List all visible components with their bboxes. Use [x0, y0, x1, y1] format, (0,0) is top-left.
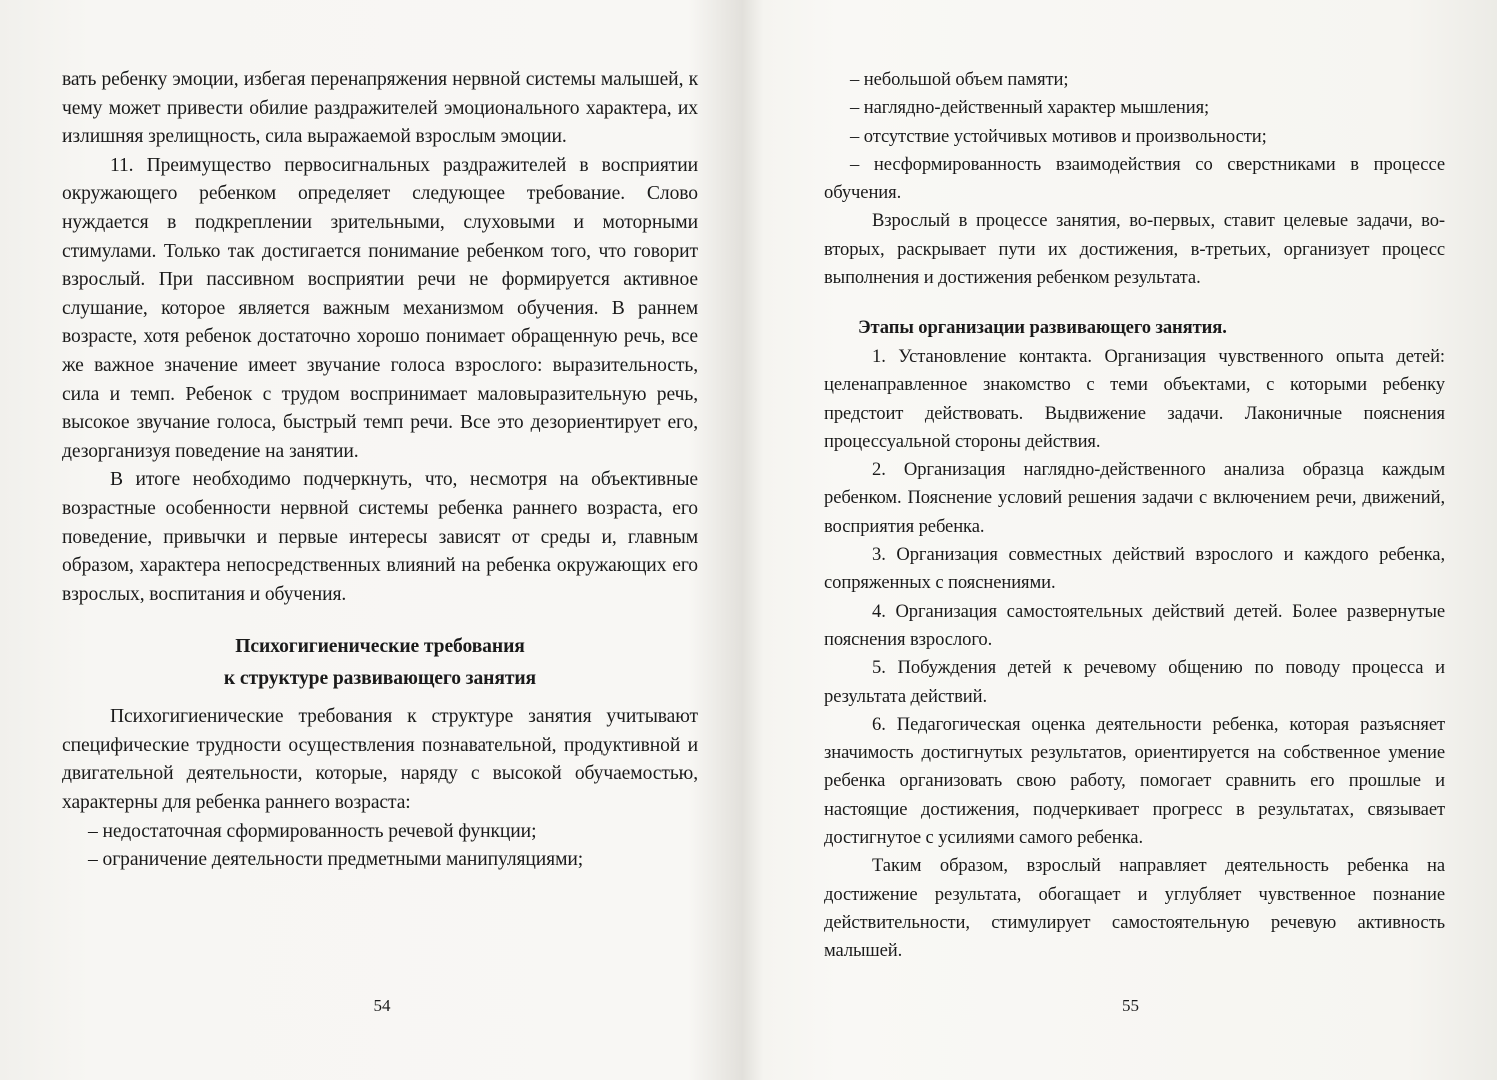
list-item: – отсутствие устойчивых мотивов и произвольности; — [850, 125, 1267, 147]
section-heading-line-2: к структуре развивающего занятия — [223, 668, 537, 690]
list-item: – наглядно-действенный характер мышления; — [850, 97, 1210, 119]
page-number-left: 54 — [373, 996, 391, 1015]
section-heading-line-1: Психогигиенические требования — [235, 636, 525, 658]
stage-item-4: 4. Организация самостоятельных действий детей. Более развернутые пояснения взрослого. — [824, 600, 1445, 650]
stage-item-3: 3. Организация совместных действий взрослого и каждого ребенка, сопряженных с пояснениями. — [824, 544, 1445, 594]
paragraph-adult-role: Взрослый в процессе занятия, во-первых, ставит целевые задачи, во-вторых, раскрывает пути их достижения, в-третьих, организует процесс выполнения и достижения ребенком результата. — [824, 210, 1445, 289]
page-number-right: 55 — [1122, 996, 1139, 1015]
stage-item-1: 1. Установление контакта. Организация чувственного опыта детей: целенаправленное знакомство с теми объектами, с которыми ребенку предстоит действовать. Выдвижение задачи. Лаконичные пояснения процессуальной стороны действия. — [824, 345, 1445, 452]
paragraph-summary: В итоге необходимо подчеркнуть, что, несмотря на объективные возрастные особенности нервной системы ребенка раннего возраста, его поведение, привычки и первые интересы зависят от среды и, главным образом, характера непосредственных влияний на ребенка окружающих его взрослых, воспитания и обучения. — [62, 469, 698, 605]
paragraph-item-11: 11. Преимущество первосигнальных раздражителей в восприятии окружающего ребенком определяет следующее требование. Слово нуждается в подкреплении зрительными, слуховыми и моторными стимулами. Только так достигается понимание ребенком того, что говорит взрослый. При пассивном восприятии речи не формируется активное слушание, которое является важным механизмом обучения. В раннем возрасте, хотя ребенок достаточно хорошо понимает обращенную речь, все же важное значение имеет звучание голоса взрослого: выразительность, сила и темп. Ребенок с трудом воспринимает маловыразительную речь, высокое звучание голоса, быстрый темп речи. Все это дезориентирует его, дезорганизуя поведение на занятии. — [62, 154, 698, 462]
list-item: – недостаточная сформированность речевой функции; — [88, 820, 537, 842]
right-page-text — [824, 66, 1445, 966]
list-item: – небольшой объем памяти; — [850, 69, 1069, 90]
paragraph-continuation: вать ребенку эмоции, избегая перенапряжения нервной системы малышей, к чему может привести обилие раздражителей эмоционального характера, их излишняя зрелищность, сила выражаемой взрослым эмоции. — [62, 69, 698, 148]
paragraph-requirements: Психогигиенические требования к структуре занятия учитывают специфические трудности осуществления познавательной, продуктивной и двигательной деятельности, которые, наряду с высокой обучаемостью, характерны для ребенка раннего возраста: — [62, 706, 698, 814]
left-page — [0, 0, 748, 1080]
stage-item-5: 5. Побуждения детей к речевому общению по поводу процесса и результата действий. — [824, 657, 1445, 707]
left-page-text — [62, 66, 698, 875]
stage-item-6: 6. Педагогическая оценка деятельности ребенка, которая разъясняет значимость достигнутых результатов, ориентируется на собственное умение ребенка организовать свою работу, помогает сравнить его прошлые и настоящие достижения, подчеркивает прогресс в результатах, связывает достигнутое с усилиями самого ребенка. — [824, 713, 1445, 849]
stages-heading: Этапы организации развивающего занятия. — [858, 317, 1227, 339]
right-page — [748, 0, 1497, 1080]
section-heading — [62, 631, 698, 695]
paragraph-conclusion: Таким образом, взрослый направляет деятельность ребенка на достижение результата, обогащает и углубляет чувственное познание действительности, стимулирует самостоятельную речевую активность малышей. — [824, 855, 1445, 962]
stage-item-2: 2. Организация наглядно-действенного анализа образца каждым ребенком. Пояснение условий решения задачи с включением речи, движений, восприятия ребенка. — [824, 459, 1445, 537]
list-item: – несформированность взаимодействия со сверстниками в процессе обучения. — [824, 153, 1445, 204]
list-item: – ограничение деятельности предметными манипуляциями; — [88, 849, 584, 871]
